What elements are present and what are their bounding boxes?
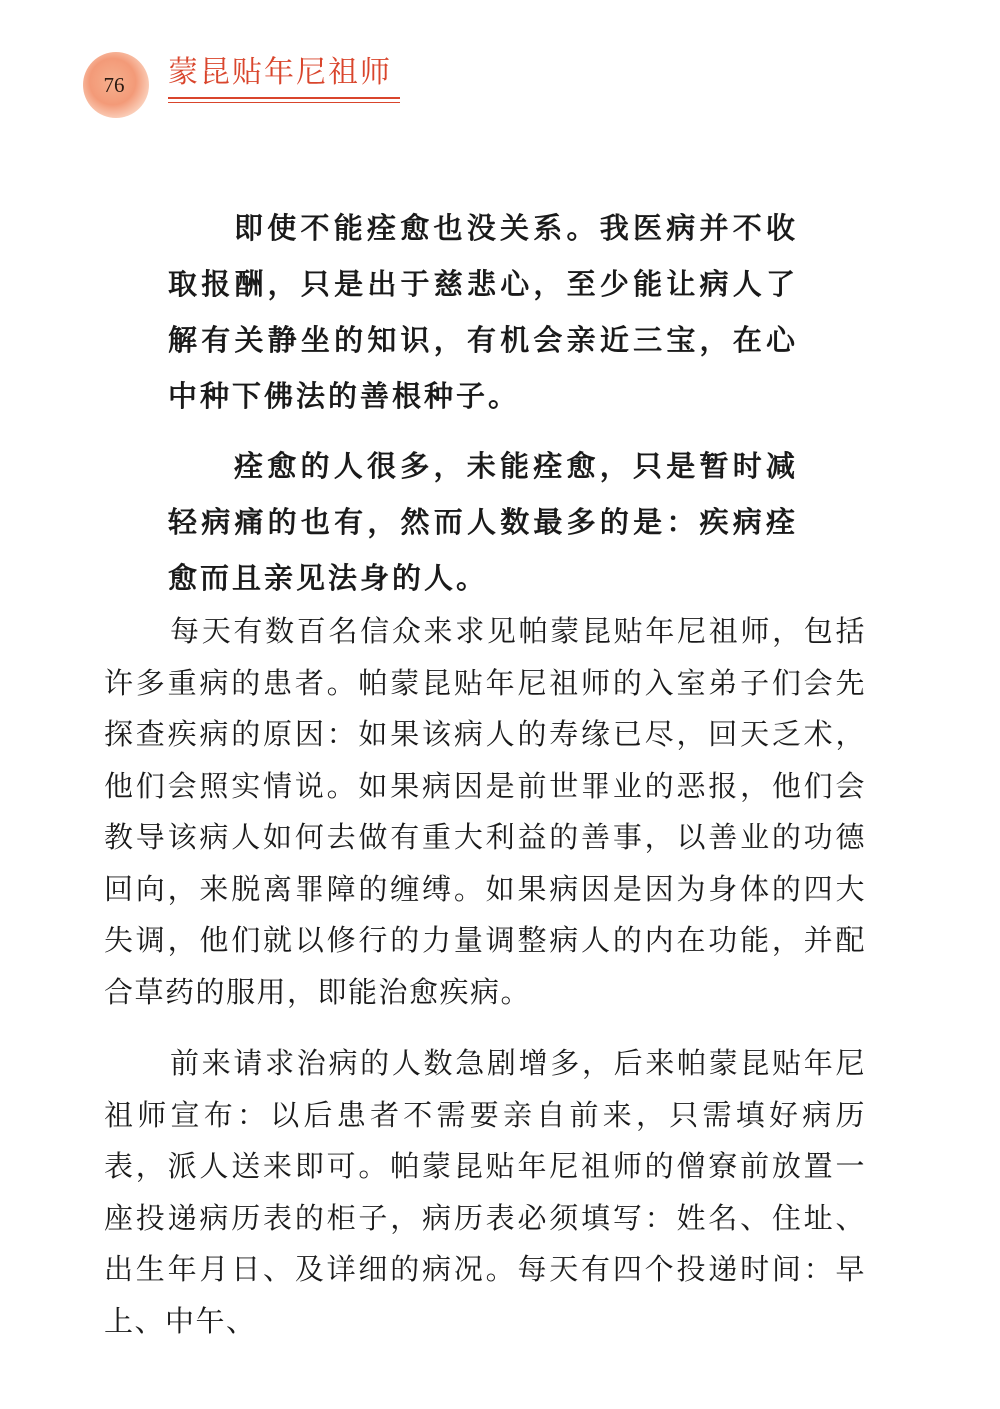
page-number: 76 (103, 72, 125, 97)
quote-paragraph-1: 即使不能痊愈也没关系。我医病并不收取报酬，只是出于慈悲心，至少能让病人了解有关静坐的知识，有机会亲近三宝，在心中种下佛法的善根种子。 (168, 211, 798, 413)
body-paragraph-1: 每天有数百名信众来求见帕蒙昆贴年尼祖师，包括许多重病的患者。帕蒙昆贴年尼祖师的入室弟子们会先探查疾病的原因：如果该病人的寿缘已尽，回天乏术，他们会照实情说。如果病因是前世罪业的恶报，他们会教导该病人如何去做有重大利益的善事，以善业的功德回向，来脱离罪障的缠缚。如果病因是因为身体的四大失调，他们就以修行的力量调整病人的内在功能，并配合草药的服用，即能治愈疾病。 (104, 614, 866, 1009)
quote-paragraph-2: 痊愈的人很多，未能痊愈，只是暂时减轻病痛的也有，然而人数最多的是：疾病痊愈而且亲见法身的人。 (168, 449, 798, 595)
running-title: 蒙昆贴年尼祖师 (168, 55, 392, 90)
title-underline-thin (168, 102, 400, 103)
page-number-badge (83, 52, 149, 118)
title-underline (168, 97, 400, 99)
body-text (104, 606, 866, 1367)
body-paragraph-2: 前来请求治病的人数急剧增多，后来帕蒙昆贴年尼祖师宣布：以后患者不需要亲自前来，只需填好病历表，派人送来即可。帕蒙昆贴年尼祖师的僧寮前放置一座投递病历表的柜子，病历表必须填写：姓名、住址、出生年月日、及详细的病况。每天有四个投递时间：早上、中午、 (104, 1046, 866, 1338)
quote-block (168, 200, 798, 620)
